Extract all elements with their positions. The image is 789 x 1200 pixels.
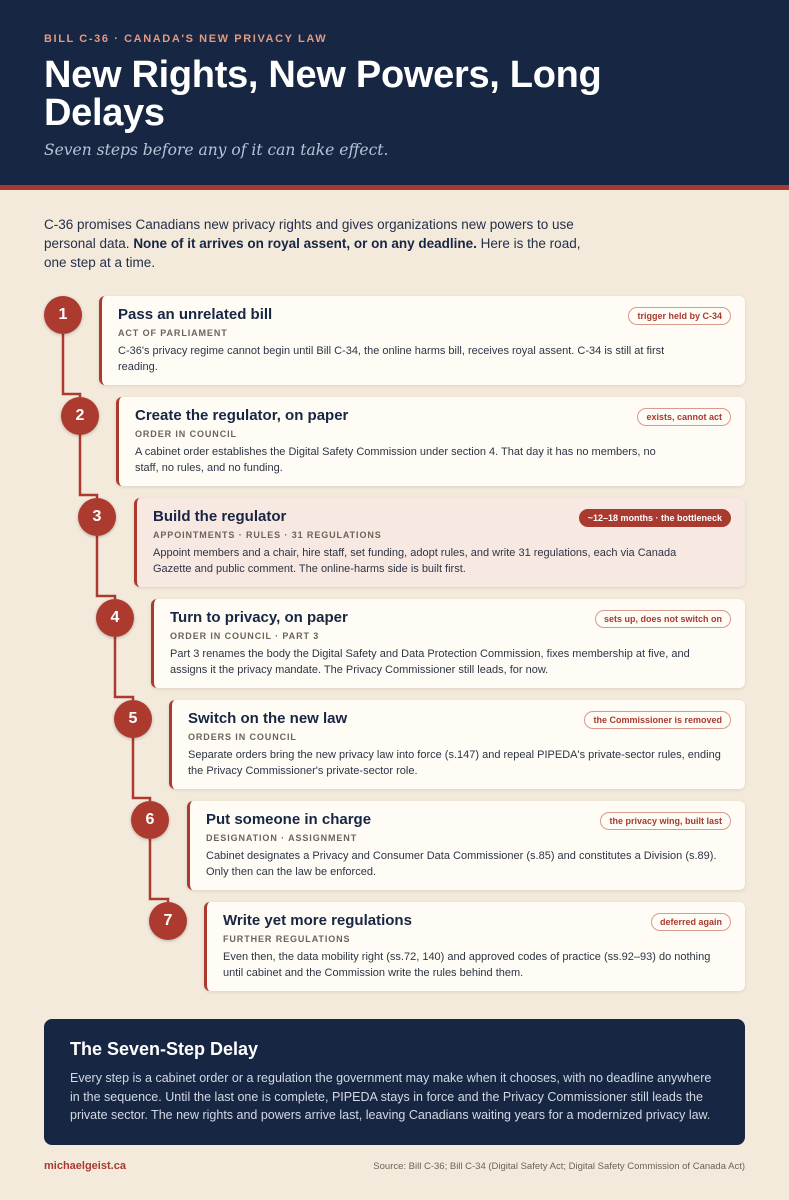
step-title: Create the regulator, on paper	[135, 407, 349, 424]
timeline-connector-segment	[150, 839, 168, 902]
summary-body: Every step is a cabinet order or a regulation the government may make when it chooses, with no deadline anywhere in the sequence. Until the last one is complete, PIPEDA stays in force and the Privacy Commissioner still leads the private sector. The new rights and powers arrive last, leaving Canadians waiting years for a modernized privacy law.	[70, 1071, 712, 1122]
summary-panel	[44, 1019, 745, 1145]
step-title: Build the regulator	[153, 508, 287, 525]
intro-lead: C-36 promises Canadians new privacy rights and gives organizations new powers to use personal data.	[44, 217, 574, 251]
footer-site-link[interactable]: michaelgeist.ca	[44, 1160, 126, 1172]
step-description: Even then, the data mobility right (ss.72, 140) and approved codes of practice (ss.92–93) do nothing until cabinet and the Commission write the rules behind them.	[223, 951, 711, 979]
step-number-badge: 5	[114, 700, 152, 738]
step-number-badge: 1	[44, 296, 82, 334]
step-title: Put someone in charge	[206, 811, 372, 828]
step-tag-bottleneck: ~12–18 months · the bottleneck	[579, 509, 731, 527]
step-title: Pass an unrelated bill	[118, 306, 273, 323]
page-header	[0, 0, 789, 190]
step-title: Write yet more regulations	[223, 912, 412, 929]
timeline-connector-segment	[133, 738, 150, 801]
step-title: Switch on the new law	[188, 710, 348, 727]
step-number-badge: 3	[78, 498, 116, 536]
step-title: Turn to privacy, on paper	[170, 609, 348, 626]
step-number-badge: 4	[96, 599, 134, 637]
timeline-connector-segment	[63, 334, 80, 397]
step-card	[151, 599, 745, 688]
intro-emphasis: None of it arrives on royal assent, or on any deadline.	[133, 236, 477, 251]
step-tag: the privacy wing, built last	[600, 812, 731, 830]
step-card-highlighted	[134, 498, 745, 587]
step-card	[169, 700, 745, 789]
step-description: Cabinet designates a Privacy and Consumer Data Commissioner (s.85) and constitutes a Division (s.89). Only then can the law be enforced.	[206, 850, 717, 878]
step-kicker: ORDER IN COUNCIL	[135, 429, 237, 439]
step-tag: sets up, does not switch on	[595, 610, 731, 628]
step-kicker: ORDER IN COUNCIL · PART 3	[170, 631, 320, 641]
page-title: New Rights, New Powers, Long Delays	[44, 54, 602, 134]
intro-tail: Here is the road, one step at a time.	[44, 236, 581, 270]
step-kicker: ACT OF PARLIAMENT	[118, 328, 228, 338]
step-description: A cabinet order establishes the Digital Safety Commission under section 4. That day it has no members, no staff, no rules, and no funding.	[135, 446, 656, 474]
step-kicker: APPOINTMENTS · RULES · 31 REGULATIONS	[153, 530, 382, 540]
step-kicker: DESIGNATION · ASSIGNMENT	[206, 833, 358, 843]
footer-source: Source: Bill C-36; Bill C-34 (Digital Safety Act; Digital Safety Commission of Canada Act)	[373, 1161, 745, 1172]
step-description: Part 3 renames the body the Digital Safety and Data Protection Commission, fixes membership at five, and assigns it the privacy mandate. The Privacy Commissioner still leads, for now.	[170, 648, 690, 676]
step-description: Separate orders bring the new privacy law into force (s.147) and repeal PIPEDA's private-sector rules, ending the Privacy Commissioner's private-sector role.	[188, 749, 721, 777]
header-eyebrow: BILL C-36 · CANADA'S NEW PRIVACY LAW	[44, 33, 328, 45]
summary-title: The Seven-Step Delay	[70, 1039, 259, 1059]
step-kicker: ORDERS IN COUNCIL	[188, 732, 297, 742]
step-card	[204, 902, 745, 991]
intro-paragraph	[44, 215, 604, 272]
step-tag: deferred again	[651, 913, 731, 931]
step-card	[116, 397, 745, 486]
timeline-connector-segment	[80, 435, 97, 498]
step-number-badge: 6	[131, 801, 169, 839]
timeline-connector-segment	[97, 536, 115, 599]
page-subtitle: Seven steps before any of it can take effect.	[44, 141, 389, 159]
timeline-connector-segment	[115, 637, 133, 700]
step-card	[187, 801, 745, 890]
step-kicker: FURTHER REGULATIONS	[223, 934, 351, 944]
step-description: Appoint members and a chair, hire staff, set funding, adopt rules, and write 31 regulations, each via Canada Gazette and public comment. The online-harms side is built first.	[153, 547, 677, 575]
step-number-badge: 2	[61, 397, 99, 435]
step-tag: trigger held by C-34	[628, 307, 731, 325]
step-tag: exists, cannot act	[637, 408, 731, 426]
step-number-badge: 7	[149, 902, 187, 940]
step-tag: the Commissioner is removed	[584, 711, 731, 729]
step-card	[99, 296, 745, 385]
step-description: C-36's privacy regime cannot begin until Bill C-34, the online harms bill, receives royal assent. C-34 is still at first reading.	[118, 345, 665, 373]
